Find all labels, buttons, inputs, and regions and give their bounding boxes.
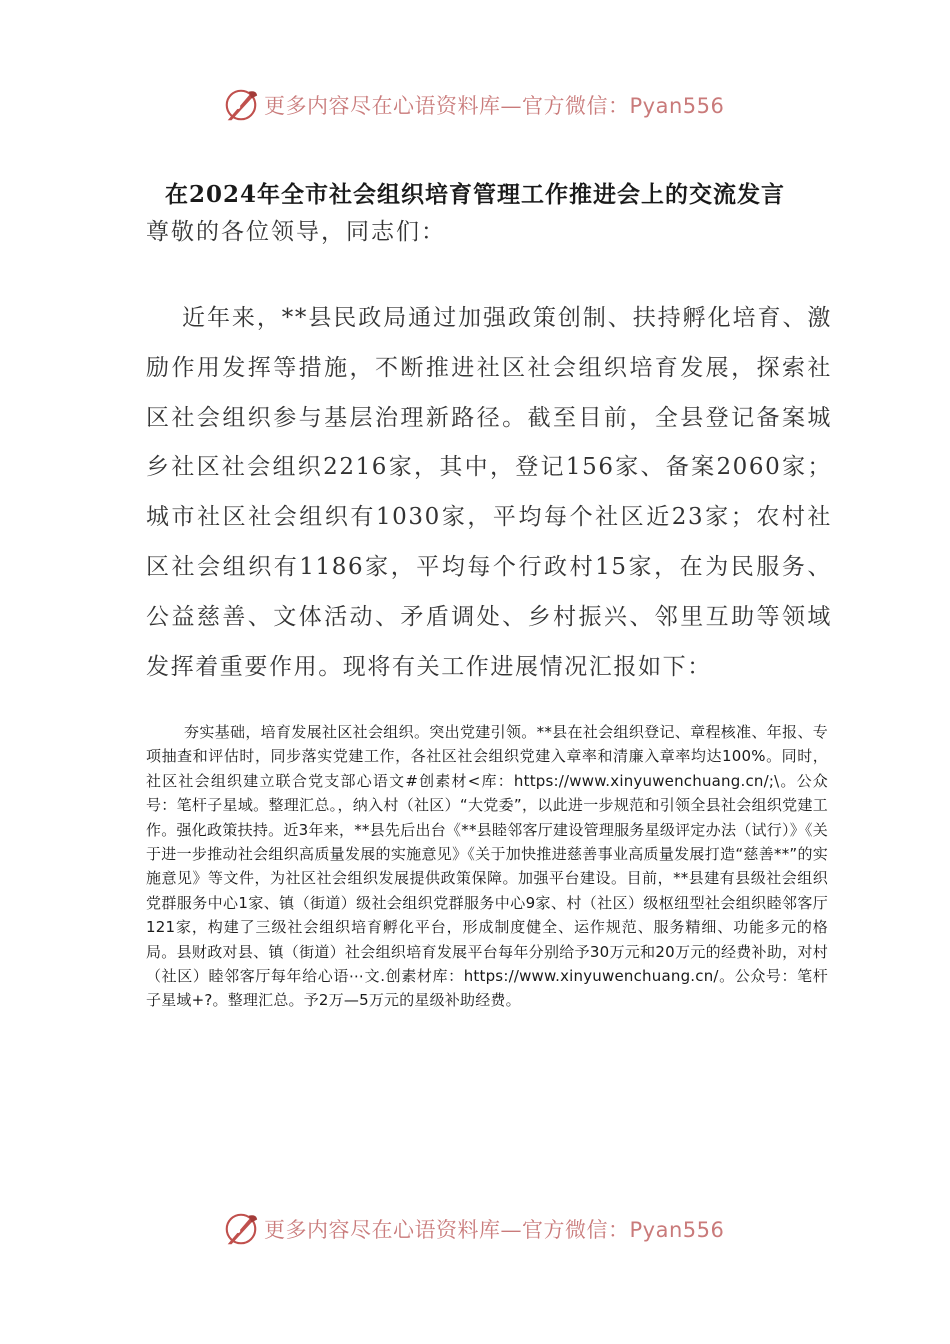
banner-slogan: 更多内容尽在心语资料库—官方微信：: [264, 94, 630, 118]
banner-wechat-id: Pyan556: [629, 1218, 725, 1242]
salutation: 尊敬的各位领导，同志们：: [146, 219, 446, 245]
banner-text: [264, 90, 724, 120]
quill-logo-icon: [222, 86, 260, 124]
footer-banner: [0, 1200, 950, 1260]
body-paragraph: 夯实基础，培育发展社区社会组织。突出党建引领。**县在社会组织登记、章程核准、年报、专项抽查和评估时，同步落实党建工作，各社区社会组织党建入章率和清廉入章率均达100%。同时，社区社会组织建立联合党支部心语文#创素材<库：https://www.xinyuwenchuang.cn/;\。公众号：笔杆子星域。整理汇总。，纳入村（社区）“大党委”，以此进一步规范和引领全县社会组织党建工作。强化政策扶持。近3年来，**县先后出台《**县睦邻客厅建设管理服务星级评定办法（试行）》《关于进一步推动社会组织高质量发展的实施意见》《关于加快推进慈善事业高质量发展打造“慈善**”的实施意见》等文件，为社区社会组织发展提供政策保障。加强平台建设。目前，**县建有县级社会组织党群服务中心1家、镇（街道）级社会组织党群服务中心9家、村（社区）级枢纽型社会组织睦邻客厅121家，构建了三级社会组织培育孵化平台，形成制度健全、运作规范、服务精细、功能多元的格局。县财政对县、镇（街道）社会组织培育发展平台每年分别给予30万元和20万元的经费补助，对村（社区）睦邻客厅每年给心语⋯文.创素材库：https://www.xinyuwenchuang.cn/。公众号：笔杆子星域+?。整理汇总。予2万—5万元的星级补助经费。: [146, 723, 828, 1010]
document-title: 在2024年全市社会组织培育管理工作推进会上的交流发言: [164, 181, 785, 208]
header-banner: [0, 76, 950, 136]
intro-paragraph: 近年来，**县民政局通过加强政策创制、扶持孵化培育、激励作用发挥等措施，不断推进社区社会组织培育发展，探索社区社会组织参与基层治理新路径。截至目前，全县登记备案城乡社区社会组织2216家，其中，登记156家、备案2060家；城市社区社会组织有1030家，平均每个社区近23家；农村社区社会组织有1186家，平均每个行政村15家，在为民服务、公益慈善、文体活动、矛盾调处、乡村振兴、邻里互助等领域发挥着重要作用。现将有关工作进展情况汇报如下：: [146, 305, 832, 680]
quill-logo-icon: [222, 1210, 260, 1248]
banner-wechat-id: Pyan556: [629, 94, 725, 118]
banner-slogan: 更多内容尽在心语资料库—官方微信：: [264, 1218, 630, 1242]
banner-text: [264, 1214, 724, 1244]
